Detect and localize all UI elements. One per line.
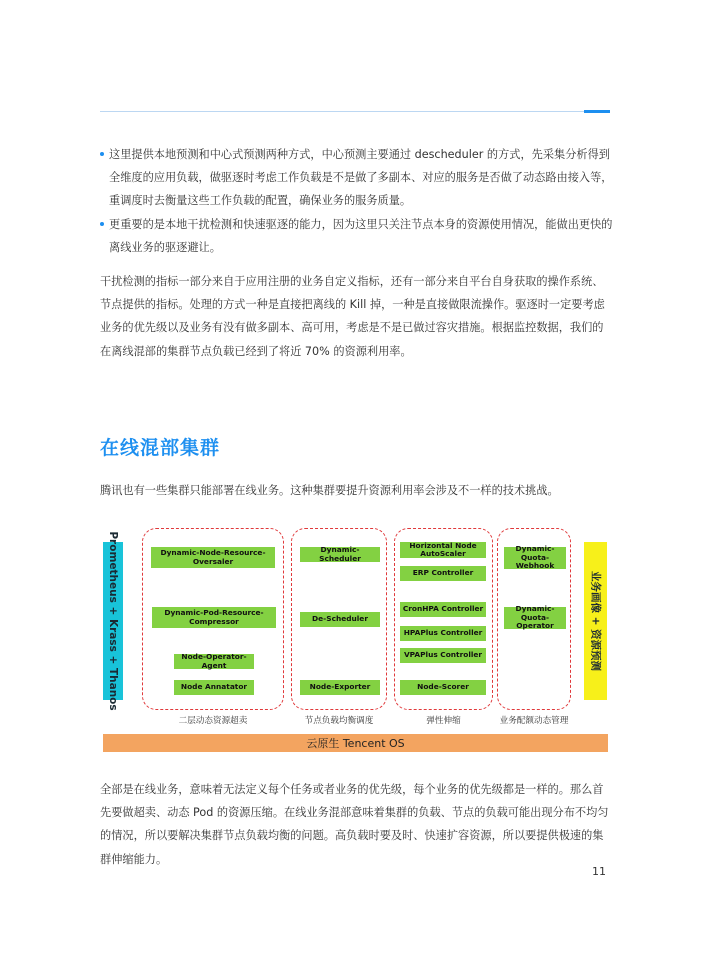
body-paragraph-1: 干扰检测的指标一部分来自于应用注册的业务自定义指标，还有一部分来自平台自身获取的操作系统、节点提供的指标。处理的方式一种是直接把离线的 Kill 掉，一种是直接做限流操作。驱逐时一定要考虑业务的优先级以及业务有没有做多副本、高可用，考虑是不是已做过容灾措施。根据监控数据，我们的在离线混部的集群节点负载已经到了将近 70% 的资源利用率。 bbox=[100, 275, 605, 358]
group-caption: 二层动态资源超卖 bbox=[178, 716, 248, 726]
monitoring-bar-label: Prometheus + Krass + Thanos bbox=[107, 531, 119, 711]
intro-paragraph: 腾讯也有一些集群只能部署在线业务。这种集群要提升资源利用率会涉及不一样的技术挑战。 bbox=[100, 484, 559, 497]
bullet-item: 这里提供本地预测和中心式预测两种方式，中心预测主要通过 descheduler 的方式，先采集分析得到全维度的应用负载，做驱逐时考虑工作负载是不是做了多副本、对应的服务是否做了动态路由接入等，重调度时去衡量这些工作负载的配置，确保业务的服务质量。 bbox=[100, 143, 615, 213]
component-box: Dynamic-Scheduler bbox=[300, 547, 380, 562]
component-box: Node Annatator bbox=[174, 680, 254, 695]
component-box: ERP Controller bbox=[400, 566, 486, 581]
page-number: 11 bbox=[592, 865, 606, 878]
component-box: HPAPlus Controller bbox=[400, 626, 486, 641]
group-caption: 节点负载均衡调度 bbox=[304, 716, 374, 726]
profiling-bar-label: 业务画像 + 资源预测 bbox=[589, 570, 601, 672]
group-caption: 业务配额动态管理 bbox=[499, 716, 569, 726]
component-box: Dynamic-Quota-Operator bbox=[504, 607, 566, 629]
group-caption: 弹性伸缩 bbox=[426, 716, 461, 726]
header-rule bbox=[100, 111, 610, 112]
component-box: Dynamic-Pod-Resource-Compressor bbox=[152, 607, 276, 628]
bullet-list bbox=[100, 143, 615, 259]
component-box: Dynamic-Quota-Webhook bbox=[504, 547, 566, 569]
component-box: VPAPlus Controller bbox=[400, 648, 486, 663]
component-box: Node-Operator-Agent bbox=[174, 654, 254, 669]
architecture-diagram bbox=[100, 521, 610, 751]
os-base-bar bbox=[103, 734, 608, 752]
component-box: Node-Exporter bbox=[300, 680, 380, 695]
component-box: Dynamic-Node-Resource-Oversaler bbox=[151, 547, 275, 568]
component-box: Node-Scorer bbox=[400, 680, 486, 695]
body-paragraph-2: 全部是在线业务，意味着无法定义每个任务或者业务的优先级，每个业务的优先级都是一样的。那么首先要做超卖、动态 Pod 的资源压缩。在线业务混部意味着集群的负载、节点的负载可能出现分布不均匀的情况，所以要解决集群节点负载均衡的问题。高负载时要及时、快速扩容资源，所以要提供极速的集群伸缩能力。 bbox=[100, 783, 609, 866]
profiling-bar bbox=[584, 542, 607, 700]
component-box: Horizontal Node AutoScaler bbox=[400, 542, 486, 558]
os-base-label: 云原生 Tencent OS bbox=[306, 737, 405, 750]
header-rule-accent bbox=[584, 110, 610, 113]
monitoring-bar bbox=[103, 531, 123, 711]
section-heading: 在线混部集群 bbox=[100, 437, 221, 459]
component-box: De-Scheduler bbox=[300, 612, 380, 627]
bullet-item: 更重要的是本地干扰检测和快速驱逐的能力，因为这里只关注节点本身的资源使用情况，能做出更快的离线业务的驱逐避让。 bbox=[100, 213, 615, 259]
component-box: CronHPA Controller bbox=[400, 602, 486, 617]
